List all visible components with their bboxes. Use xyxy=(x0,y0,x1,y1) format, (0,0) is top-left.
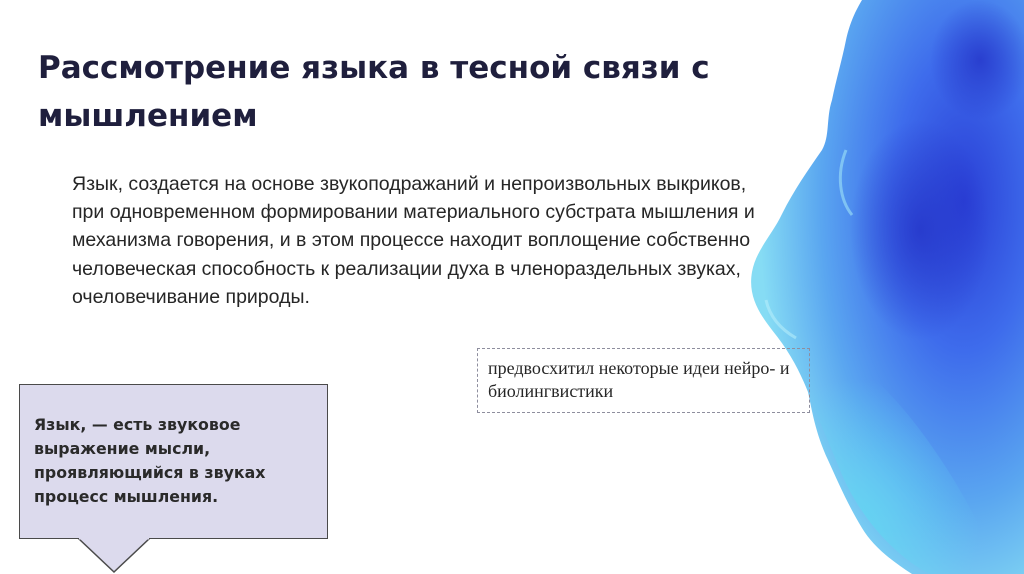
main-paragraph: Язык, создается на основе звукоподражаний и непроизвольных выкриков, при одновременном формировании материального субстрата мышления и механизма говорения, и в этом процессе находит воплощение собственно человеческая способность к реализации духа в членораздельных звуках, очеловечивание природы. xyxy=(72,173,755,308)
slide-title: Рассмотрение языка в тесной связи с мышлением xyxy=(38,50,710,134)
callout-text: Язык, — есть звуковое выражение мысли, проявляющийся в звуках процесс мышления. xyxy=(34,415,266,506)
dashed-note-box: предвосхитил некоторые идеи нейро- и биолингвистики xyxy=(477,348,810,413)
speech-callout-box xyxy=(19,384,328,539)
